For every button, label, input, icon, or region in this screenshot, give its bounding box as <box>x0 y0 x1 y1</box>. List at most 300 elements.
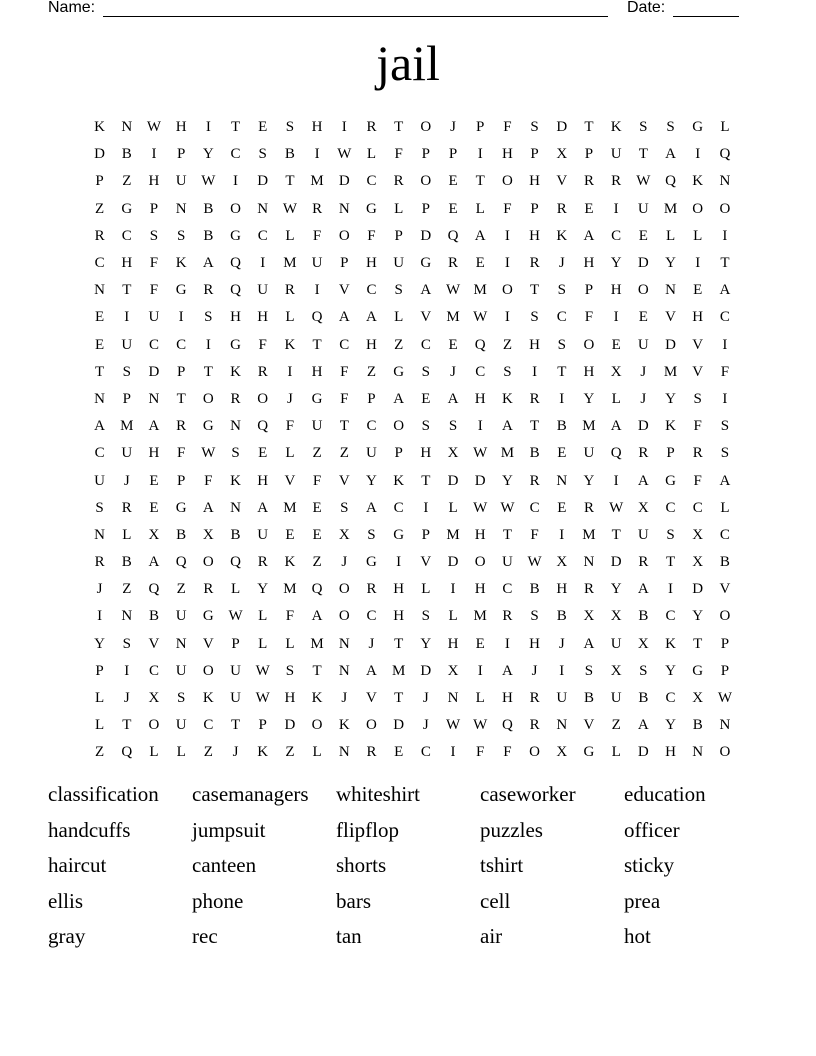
grid-letter[interactable]: W <box>527 554 542 571</box>
grid-letter[interactable]: Z <box>312 445 322 462</box>
grid-letter[interactable]: B <box>556 608 567 625</box>
grid-letter[interactable]: X <box>692 526 704 543</box>
grid-letter[interactable]: P <box>421 526 431 543</box>
grid-letter[interactable]: L <box>693 227 703 244</box>
grid-letter[interactable]: C <box>148 662 159 679</box>
grid-letter[interactable]: J <box>123 690 130 707</box>
grid-letter[interactable]: L <box>230 581 241 598</box>
grid-letter[interactable]: F <box>149 255 159 272</box>
grid-letter[interactable]: S <box>122 363 131 380</box>
grid-letter[interactable]: H <box>393 608 405 625</box>
grid-letter[interactable]: I <box>559 390 565 407</box>
grid-letter[interactable]: C <box>176 336 187 353</box>
grid-letter[interactable]: T <box>557 363 567 380</box>
grid-letter[interactable]: S <box>421 608 431 625</box>
grid-letter[interactable]: M <box>500 445 515 462</box>
grid-letter[interactable]: A <box>311 608 323 625</box>
grid-letter[interactable]: N <box>665 282 676 299</box>
grid-letter[interactable]: Y <box>94 635 106 652</box>
grid-letter[interactable]: Y <box>665 662 676 679</box>
grid-letter[interactable]: U <box>556 690 568 707</box>
grid-letter[interactable]: I <box>504 309 510 326</box>
grid-letter[interactable]: B <box>692 717 703 734</box>
grid-letter[interactable]: I <box>504 227 510 244</box>
grid-letter[interactable]: D <box>94 146 106 163</box>
grid-letter[interactable]: Y <box>665 717 676 734</box>
grid-letter[interactable]: H <box>420 445 432 462</box>
grid-letter[interactable]: J <box>531 662 538 679</box>
grid-letter[interactable]: R <box>556 200 567 217</box>
grid-letter[interactable]: K <box>94 119 106 136</box>
grid-letter[interactable]: A <box>637 717 649 734</box>
grid-letter[interactable]: C <box>475 363 486 380</box>
grid-letter[interactable]: X <box>148 526 160 543</box>
grid-letter[interactable]: U <box>366 445 377 462</box>
grid-letter[interactable]: I <box>205 119 211 136</box>
grid-letter[interactable]: K <box>175 255 187 272</box>
grid-letter[interactable]: V <box>583 717 595 734</box>
grid-letter[interactable]: W <box>473 717 488 734</box>
grid-letter[interactable]: E <box>285 526 295 543</box>
grid-letter[interactable]: L <box>122 526 132 543</box>
grid-letter[interactable]: G <box>230 336 241 353</box>
grid-letter[interactable]: I <box>396 554 402 571</box>
grid-letter[interactable]: T <box>693 635 703 652</box>
grid-letter[interactable]: U <box>637 200 649 217</box>
grid-letter[interactable]: A <box>583 635 595 652</box>
grid-letter[interactable]: E <box>557 445 567 462</box>
grid-letter[interactable]: Q <box>148 581 160 598</box>
grid-letter[interactable]: I <box>695 146 701 163</box>
grid-letter[interactable]: Q <box>230 554 241 571</box>
grid-letter[interactable]: L <box>475 200 485 217</box>
grid-letter[interactable]: S <box>720 418 730 435</box>
grid-letter[interactable]: V <box>556 173 568 190</box>
grid-letter[interactable]: H <box>148 173 160 190</box>
grid-letter[interactable]: Y <box>257 581 269 598</box>
grid-letter[interactable]: L <box>421 581 431 598</box>
grid-letter[interactable]: T <box>665 554 676 571</box>
grid-letter[interactable]: K <box>284 336 296 353</box>
grid-letter[interactable]: Q <box>230 255 241 272</box>
grid-letter[interactable]: K <box>665 635 676 652</box>
grid-letter[interactable]: P <box>367 390 376 407</box>
grid-letter[interactable]: R <box>529 472 540 489</box>
grid-letter[interactable]: X <box>556 554 568 571</box>
grid-letter[interactable]: H <box>474 390 486 407</box>
grid-letter[interactable]: J <box>640 390 647 407</box>
grid-letter[interactable]: I <box>477 662 483 679</box>
grid-letter[interactable]: S <box>95 499 104 516</box>
grid-letter[interactable]: H <box>257 472 269 489</box>
grid-letter[interactable]: X <box>637 499 649 516</box>
grid-letter[interactable]: S <box>693 390 702 407</box>
grid-letter[interactable]: F <box>693 472 702 489</box>
grid-letter[interactable]: D <box>420 227 432 244</box>
grid-letter[interactable]: N <box>121 608 133 625</box>
grid-letter[interactable]: A <box>366 662 377 679</box>
grid-letter[interactable]: E <box>421 390 431 407</box>
grid-letter[interactable]: R <box>529 717 540 734</box>
grid-letter[interactable]: E <box>611 336 621 353</box>
grid-letter[interactable]: Z <box>312 554 322 571</box>
grid-letter[interactable]: H <box>529 173 541 190</box>
grid-letter[interactable]: O <box>366 717 377 734</box>
grid-letter[interactable]: O <box>719 200 731 217</box>
date-field-line[interactable] <box>673 16 739 17</box>
grid-letter[interactable]: N <box>230 499 241 516</box>
grid-letter[interactable]: O <box>719 608 731 625</box>
grid-letter[interactable]: N <box>175 200 187 217</box>
grid-letter[interactable]: T <box>584 119 594 136</box>
grid-letter[interactable]: A <box>447 390 459 407</box>
grid-letter[interactable]: R <box>529 690 540 707</box>
grid-letter[interactable]: H <box>230 309 241 326</box>
grid-letter[interactable]: S <box>557 336 566 353</box>
grid-letter[interactable]: C <box>393 499 404 516</box>
grid-letter[interactable]: F <box>476 744 485 761</box>
grid-letter[interactable]: W <box>201 173 216 190</box>
grid-letter[interactable]: M <box>663 363 678 380</box>
grid-letter[interactable]: D <box>393 717 405 734</box>
grid-letter[interactable]: R <box>583 173 594 190</box>
grid-letter[interactable]: X <box>447 662 459 679</box>
grid-letter[interactable]: M <box>473 608 487 625</box>
grid-letter[interactable]: T <box>230 717 241 734</box>
grid-letter[interactable]: O <box>692 200 704 217</box>
grid-letter[interactable]: H <box>583 363 595 380</box>
grid-letter[interactable]: H <box>447 635 459 652</box>
grid-letter[interactable]: Y <box>665 390 676 407</box>
grid-letter[interactable]: Z <box>95 200 105 217</box>
grid-letter[interactable]: B <box>230 526 241 543</box>
grid-letter[interactable]: A <box>366 499 377 516</box>
grid-letter[interactable]: U <box>637 336 649 353</box>
grid-letter[interactable]: H <box>474 581 486 598</box>
grid-letter[interactable]: N <box>583 554 595 571</box>
grid-letter[interactable]: N <box>338 662 350 679</box>
grid-letter[interactable]: C <box>339 336 350 353</box>
grid-letter[interactable]: S <box>530 119 539 136</box>
grid-letter[interactable]: A <box>719 282 731 299</box>
grid-letter[interactable]: H <box>148 445 160 462</box>
grid-letter[interactable]: W <box>636 173 651 190</box>
grid-letter[interactable]: G <box>393 526 405 543</box>
grid-letter[interactable]: F <box>149 282 159 299</box>
grid-letter[interactable]: S <box>258 146 267 163</box>
grid-letter[interactable]: N <box>148 390 160 407</box>
grid-letter[interactable]: E <box>448 173 458 190</box>
grid-letter[interactable]: B <box>203 200 214 217</box>
grid-letter[interactable]: C <box>148 336 159 353</box>
grid-letter[interactable]: E <box>584 200 594 217</box>
grid-letter[interactable]: B <box>148 608 159 625</box>
grid-letter[interactable]: W <box>201 445 216 462</box>
grid-letter[interactable]: P <box>720 662 730 679</box>
grid-letter[interactable]: O <box>202 662 214 679</box>
grid-letter[interactable]: Z <box>611 717 621 734</box>
grid-letter[interactable]: A <box>257 499 269 516</box>
grid-letter[interactable]: M <box>582 526 596 543</box>
grid-letter[interactable]: Z <box>122 581 132 598</box>
grid-letter[interactable]: I <box>314 146 320 163</box>
grid-letter[interactable]: F <box>340 390 349 407</box>
grid-letter[interactable]: J <box>422 717 429 734</box>
grid-letter[interactable]: Y <box>501 472 513 489</box>
grid-letter[interactable]: O <box>202 554 214 571</box>
grid-letter[interactable]: B <box>121 554 132 571</box>
grid-letter[interactable]: K <box>338 717 350 734</box>
grid-letter[interactable]: L <box>665 227 676 244</box>
grid-letter[interactable]: B <box>638 690 649 707</box>
grid-letter[interactable]: F <box>367 227 376 244</box>
grid-letter[interactable]: U <box>637 526 649 543</box>
grid-letter[interactable]: C <box>257 227 268 244</box>
grid-letter[interactable]: L <box>285 227 295 244</box>
grid-letter[interactable]: Q <box>257 418 269 435</box>
grid-letter[interactable]: I <box>695 255 701 272</box>
grid-letter[interactable]: O <box>529 744 541 761</box>
grid-letter[interactable]: G <box>583 744 595 761</box>
grid-letter[interactable]: B <box>284 146 295 163</box>
grid-letter[interactable]: P <box>394 445 403 462</box>
grid-letter[interactable]: I <box>124 309 130 326</box>
grid-letter[interactable]: R <box>203 282 214 299</box>
grid-letter[interactable]: C <box>719 526 730 543</box>
grid-letter[interactable]: E <box>149 472 159 489</box>
grid-letter[interactable]: U <box>393 255 405 272</box>
grid-letter[interactable]: I <box>477 146 483 163</box>
grid-letter[interactable]: U <box>175 717 187 734</box>
grid-letter[interactable]: V <box>366 690 377 707</box>
grid-letter[interactable]: N <box>94 282 106 299</box>
grid-letter[interactable]: B <box>176 526 187 543</box>
grid-letter[interactable]: Z <box>366 363 377 380</box>
grid-letter[interactable]: U <box>230 690 241 707</box>
grid-letter[interactable]: U <box>583 445 595 462</box>
grid-letter[interactable]: T <box>95 363 105 380</box>
grid-letter[interactable]: E <box>258 119 268 136</box>
grid-letter[interactable]: T <box>530 418 540 435</box>
grid-letter[interactable]: U <box>311 255 323 272</box>
grid-letter[interactable]: M <box>310 635 324 652</box>
grid-letter[interactable]: I <box>477 418 483 435</box>
grid-letter[interactable]: Q <box>311 581 323 598</box>
grid-letter[interactable]: H <box>610 282 622 299</box>
grid-letter[interactable]: W <box>282 200 297 217</box>
grid-letter[interactable]: A <box>501 418 513 435</box>
grid-letter[interactable]: E <box>448 200 458 217</box>
grid-letter[interactable]: R <box>448 255 459 272</box>
grid-letter[interactable]: M <box>391 662 406 679</box>
grid-letter[interactable]: T <box>530 282 540 299</box>
grid-letter[interactable]: L <box>258 635 268 652</box>
grid-letter[interactable]: L <box>176 744 186 761</box>
grid-letter[interactable]: Z <box>502 336 512 353</box>
grid-letter[interactable]: H <box>529 635 541 652</box>
grid-letter[interactable]: B <box>583 690 594 707</box>
grid-letter[interactable]: I <box>450 744 456 761</box>
grid-letter[interactable]: H <box>692 309 704 326</box>
grid-letter[interactable]: Y <box>610 581 622 598</box>
grid-letter[interactable]: S <box>122 635 131 652</box>
grid-letter[interactable]: Y <box>420 635 432 652</box>
grid-letter[interactable]: U <box>311 418 323 435</box>
grid-letter[interactable]: N <box>556 717 568 734</box>
grid-letter[interactable]: P <box>448 146 458 163</box>
grid-letter[interactable]: Z <box>176 581 186 598</box>
grid-letter[interactable]: G <box>121 200 133 217</box>
grid-letter[interactable]: D <box>610 554 622 571</box>
grid-letter[interactable]: V <box>692 336 704 353</box>
grid-letter[interactable]: P <box>176 363 186 380</box>
grid-letter[interactable]: J <box>96 581 103 598</box>
grid-letter[interactable]: E <box>95 309 105 326</box>
grid-letter[interactable]: T <box>122 282 132 299</box>
grid-letter[interactable]: R <box>94 227 105 244</box>
grid-letter[interactable]: M <box>446 309 460 326</box>
grid-letter[interactable]: L <box>285 635 295 652</box>
grid-letter[interactable]: Q <box>447 227 459 244</box>
grid-letter[interactable]: T <box>312 336 322 353</box>
grid-letter[interactable]: G <box>175 282 187 299</box>
grid-letter[interactable]: R <box>393 173 404 190</box>
grid-letter[interactable]: L <box>258 608 268 625</box>
grid-letter[interactable]: A <box>338 309 350 326</box>
grid-letter[interactable]: N <box>94 390 106 407</box>
grid-letter[interactable]: X <box>692 554 704 571</box>
grid-letter[interactable]: D <box>637 418 649 435</box>
grid-letter[interactable]: G <box>692 119 704 136</box>
grid-letter[interactable]: C <box>203 717 214 734</box>
grid-letter[interactable]: P <box>122 390 131 407</box>
grid-letter[interactable]: F <box>530 526 539 543</box>
grid-letter[interactable]: E <box>448 336 458 353</box>
grid-letter[interactable]: F <box>340 363 349 380</box>
grid-letter[interactable]: I <box>205 336 211 353</box>
grid-letter[interactable]: X <box>447 445 459 462</box>
grid-letter[interactable]: I <box>613 200 619 217</box>
grid-letter[interactable]: Y <box>692 608 704 625</box>
grid-letter[interactable]: S <box>285 662 295 679</box>
grid-letter[interactable]: L <box>720 119 730 136</box>
grid-letter[interactable]: J <box>558 255 565 272</box>
grid-letter[interactable]: O <box>230 200 241 217</box>
grid-letter[interactable]: C <box>665 608 676 625</box>
grid-letter[interactable]: N <box>94 526 106 543</box>
grid-letter[interactable]: X <box>583 608 595 625</box>
grid-letter[interactable]: W <box>255 662 270 679</box>
grid-letter[interactable]: U <box>610 635 622 652</box>
grid-letter[interactable]: D <box>556 119 568 136</box>
grid-letter[interactable]: D <box>692 581 704 598</box>
grid-letter[interactable]: A <box>665 146 676 163</box>
grid-letter[interactable]: V <box>338 282 350 299</box>
grid-letter[interactable]: F <box>720 363 730 380</box>
grid-letter[interactable]: M <box>283 499 297 516</box>
grid-letter[interactable]: J <box>368 635 375 652</box>
grid-letter[interactable]: J <box>341 554 348 571</box>
grid-letter[interactable]: G <box>420 255 432 272</box>
grid-letter[interactable]: F <box>312 472 322 489</box>
grid-letter[interactable]: R <box>257 363 268 380</box>
grid-letter[interactable]: D <box>420 662 432 679</box>
grid-letter[interactable]: Y <box>366 472 377 489</box>
grid-letter[interactable]: U <box>257 526 269 543</box>
grid-letter[interactable]: J <box>640 363 647 380</box>
grid-letter[interactable]: S <box>204 309 213 326</box>
grid-letter[interactable]: S <box>639 662 648 679</box>
grid-letter[interactable]: M <box>120 418 134 435</box>
grid-letter[interactable]: S <box>176 690 186 707</box>
grid-letter[interactable]: J <box>123 472 130 489</box>
grid-letter[interactable]: V <box>719 581 731 598</box>
grid-letter[interactable]: D <box>148 363 160 380</box>
grid-letter[interactable]: L <box>95 690 105 707</box>
grid-letter[interactable]: J <box>450 119 456 136</box>
grid-letter[interactable]: G <box>366 554 377 571</box>
grid-letter[interactable]: N <box>175 635 187 652</box>
grid-letter[interactable]: S <box>285 119 295 136</box>
grid-letter[interactable]: X <box>556 146 568 163</box>
grid-letter[interactable]: A <box>501 662 513 679</box>
grid-letter[interactable]: S <box>639 119 648 136</box>
grid-letter[interactable]: T <box>394 635 404 652</box>
grid-letter[interactable]: O <box>393 418 405 435</box>
grid-letter[interactable]: T <box>230 119 241 136</box>
grid-letter[interactable]: E <box>557 499 567 516</box>
grid-letter[interactable]: R <box>121 499 132 516</box>
grid-letter[interactable]: F <box>693 418 702 435</box>
grid-letter[interactable]: T <box>203 363 213 380</box>
grid-letter[interactable]: H <box>474 526 486 543</box>
grid-letter[interactable]: N <box>338 744 350 761</box>
grid-letter[interactable]: W <box>228 608 243 625</box>
grid-letter[interactable]: A <box>393 390 405 407</box>
grid-letter[interactable]: O <box>338 227 350 244</box>
grid-letter[interactable]: G <box>366 200 377 217</box>
grid-letter[interactable]: O <box>338 608 350 625</box>
grid-letter[interactable]: N <box>257 200 269 217</box>
grid-letter[interactable]: K <box>230 472 241 489</box>
grid-letter[interactable]: H <box>556 581 568 598</box>
grid-letter[interactable]: W <box>473 309 488 326</box>
grid-letter[interactable]: D <box>637 255 649 272</box>
grid-letter[interactable]: R <box>611 173 622 190</box>
grid-letter[interactable]: Q <box>501 717 513 734</box>
grid-letter[interactable]: H <box>366 336 377 353</box>
grid-letter[interactable]: P <box>476 119 485 136</box>
grid-letter[interactable]: L <box>611 390 621 407</box>
grid-letter[interactable]: B <box>556 418 567 435</box>
grid-letter[interactable]: D <box>338 173 350 190</box>
grid-letter[interactable]: G <box>230 227 241 244</box>
grid-letter[interactable]: G <box>692 662 704 679</box>
grid-letter[interactable]: Y <box>583 390 595 407</box>
grid-letter[interactable]: I <box>559 526 565 543</box>
grid-letter[interactable]: I <box>233 173 239 190</box>
grid-letter[interactable]: X <box>338 526 350 543</box>
grid-letter[interactable]: B <box>529 445 540 462</box>
grid-letter[interactable]: G <box>202 608 214 625</box>
grid-letter[interactable]: R <box>203 581 214 598</box>
grid-letter[interactable]: A <box>420 282 432 299</box>
grid-letter[interactable]: R <box>366 581 377 598</box>
grid-letter[interactable]: S <box>720 445 730 462</box>
grid-letter[interactable]: H <box>366 255 377 272</box>
grid-letter[interactable]: L <box>285 309 295 326</box>
grid-letter[interactable]: U <box>610 690 622 707</box>
